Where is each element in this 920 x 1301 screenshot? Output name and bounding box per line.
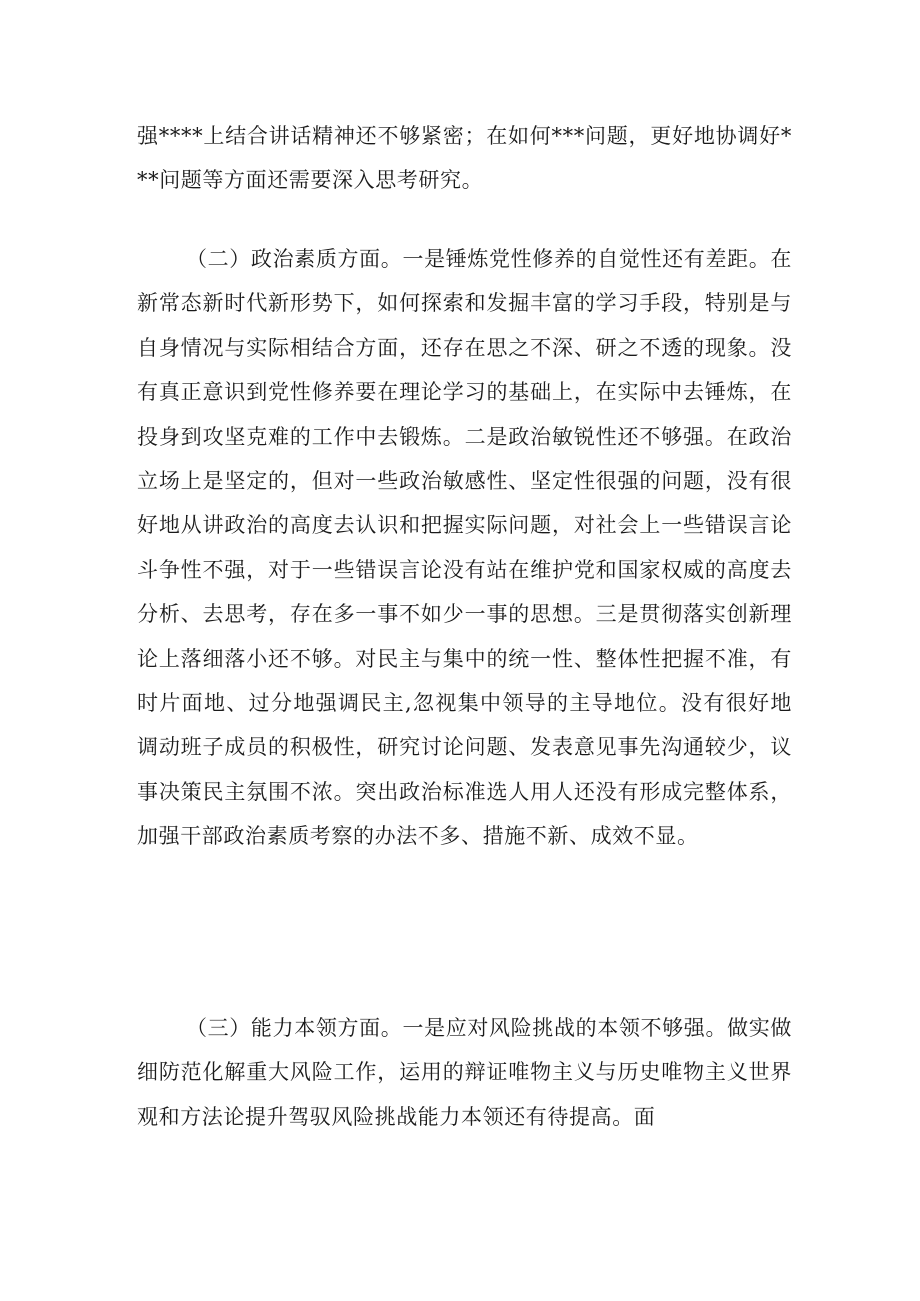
paragraph-ability: （三）能力本领方面。一是应对风险挑战的本领不够强。做实做细防范化解重大风险工作，运用的辩证唯物主义与历史唯物主义世界观和方法论提升驾驭风险挑战能力本领还有待提高。面 (137, 1016, 792, 1129)
paragraph-political-quality: （二）政治素质方面。一是锤炼党性修养的自觉性还有差距。在新常态新时代新形势下，如何探索和发掘丰富的学习手段，特别是与自身情况与实际相结合方面，还存在思之不深、研之不透的现象。没有真正意识到党性修养要在理论学习的基础上，在实际中去锤炼，在投身到攻坚克难的工作中去锻炼。二是政治敏锐性还不够强。在政治立场上是坚定的，但对一些政治敏感性、坚定性很强的问题，没有很好地从讲政治的高度去认识和把握实际问题，对社会上一些错误言论斗争性不强，对于一些错误言论没有站在维护党和国家权威的高度去分析、去思考，存在多一事不如少一事的思想。三是贯彻落实创新理论上落细落小还不够。对民主与集中的统一性、整体性把握不准，有时片面地、过分地强调民主,忽视集中领导的主导地位。没有很好地调动班子成员的积极性，研究讨论问题、发表意见事先沟通较少，议事决策民主氛围不浓。突出政治标准选人用人还没有形成完整体系，加强干部政治素质考察的办法不多、措施不新、成效不显。 (137, 247, 792, 849)
paragraph-continuation: 强****上结合讲话精神还不够紧密；在如何***问题，更好地协调好***问题等方面还需要深入思考研究。 (137, 124, 792, 193)
